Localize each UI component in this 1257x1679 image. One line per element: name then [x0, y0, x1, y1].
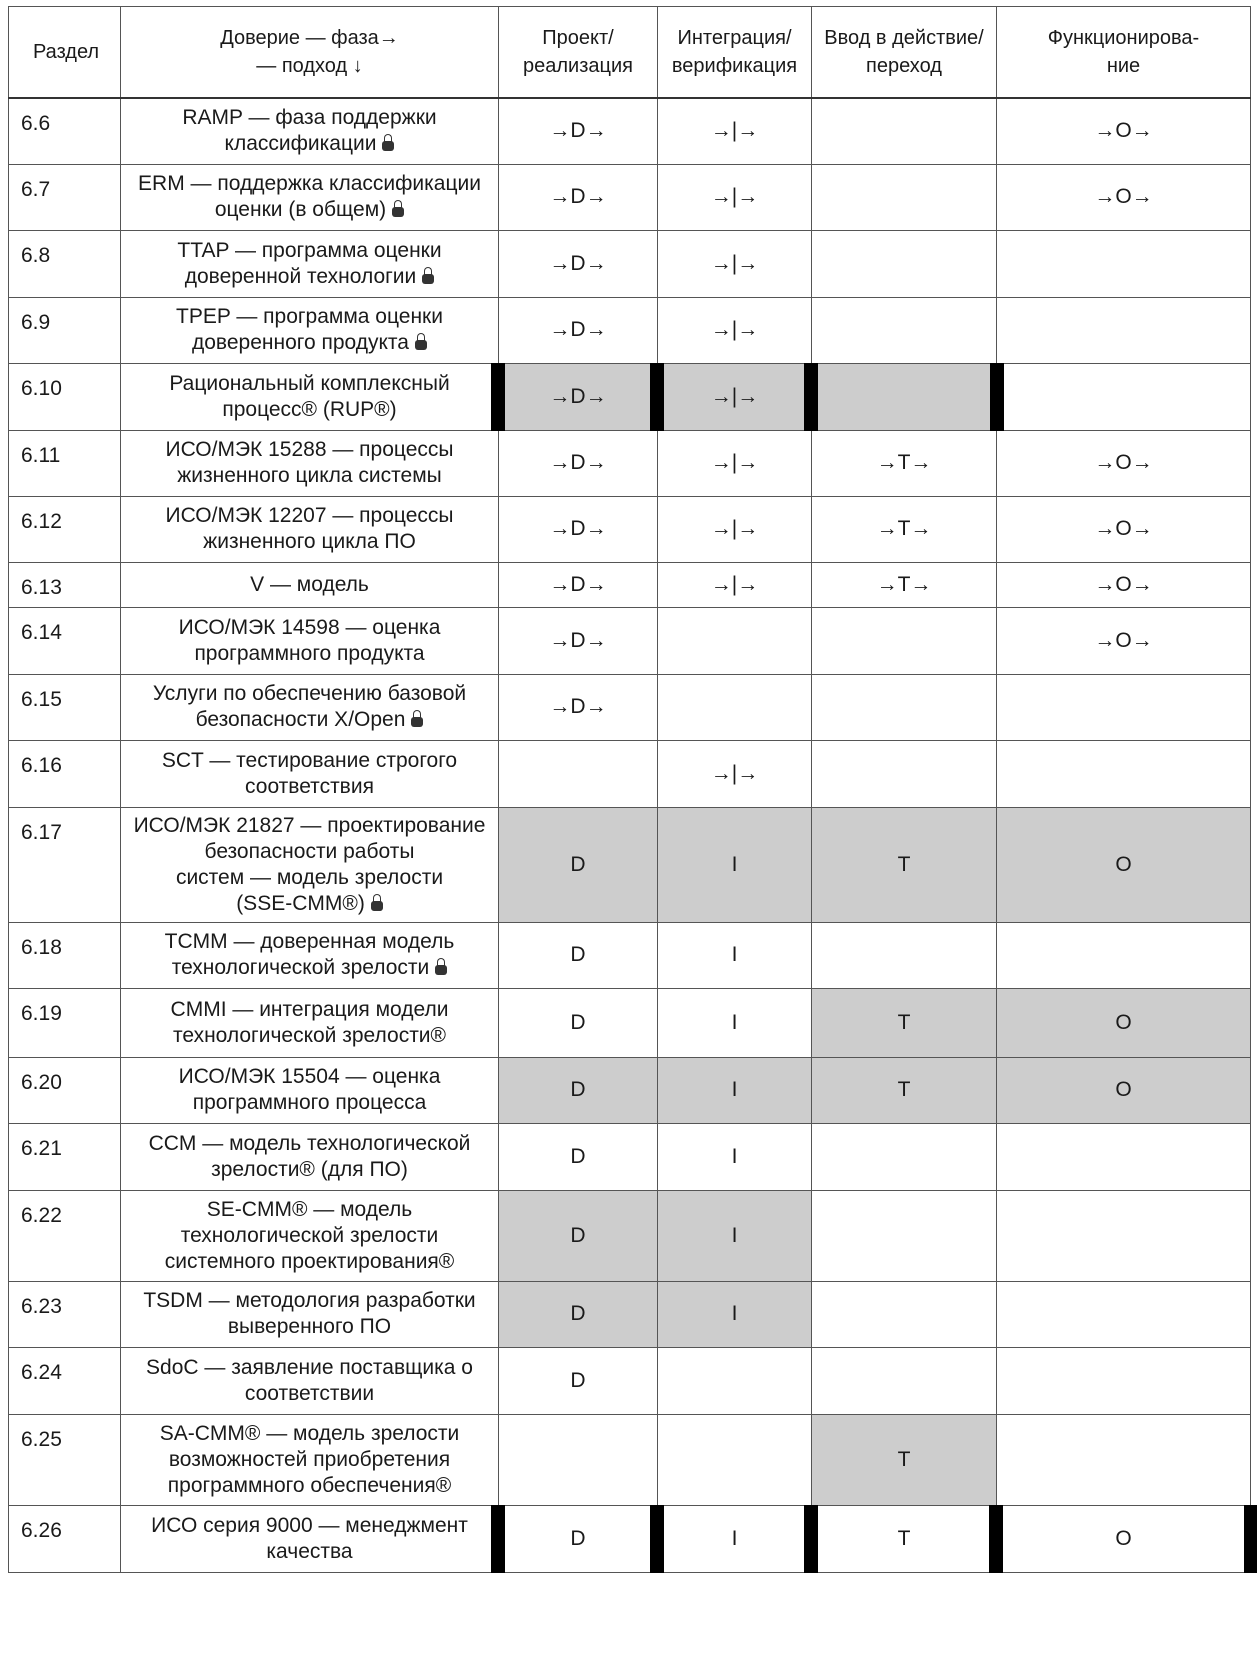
table-row — [9, 297, 1251, 363]
table-row — [9, 1347, 1251, 1414]
header-section-label: Раздел — [33, 41, 100, 63]
row-section-number: 6.16 — [9, 740, 121, 807]
approach-line — [127, 1064, 492, 1090]
cell-design: D — [499, 807, 658, 922]
lock-icon — [382, 134, 394, 152]
approach-text: ИСО/МЭК 14598 — оценка — [178, 615, 441, 639]
cell-transition — [812, 1347, 997, 1414]
cell-operation: O — [997, 988, 1251, 1057]
approach-line — [127, 1023, 492, 1049]
approach-text: Услуги по обеспечению базовой — [152, 682, 467, 705]
approach-line — [127, 1090, 492, 1116]
row-approach — [121, 807, 499, 922]
approach-text: ИСО/МЭК 21827 — проектирование — [133, 813, 486, 837]
cell-operation: O — [997, 1057, 1251, 1123]
table-row — [9, 1414, 1251, 1505]
approach-line — [127, 955, 492, 981]
cell-design: D — [499, 988, 658, 1057]
row-section-number: 6.23 — [9, 1281, 121, 1347]
table-row — [9, 740, 1251, 807]
cell-design: →D→ — [499, 607, 658, 674]
cell-transition — [812, 674, 997, 740]
approach-line — [127, 1473, 492, 1499]
row-section-number: 6.21 — [9, 1123, 121, 1190]
cell-design: →D→ — [499, 674, 658, 740]
table-row — [9, 496, 1251, 562]
approach-text: выверенного ПО — [227, 1315, 392, 1338]
cell-transition — [812, 98, 997, 164]
cell-transition: T — [812, 1414, 997, 1505]
cell-transition — [812, 164, 997, 230]
approach-line — [127, 330, 492, 356]
cell-transition — [812, 1123, 997, 1190]
lock-icon — [411, 710, 423, 728]
cell-operation: →O→ — [997, 496, 1251, 562]
approach-text: ИСО/МЭК 15504 — оценка — [178, 1065, 441, 1088]
cell-operation — [997, 922, 1251, 988]
approach-text: качества — [266, 1539, 353, 1563]
approach-text: ИСО серия 9000 — менеджмент — [151, 1513, 468, 1537]
cell-transition: T — [812, 1505, 997, 1572]
cell-design: →D→ — [499, 562, 658, 607]
row-approach — [121, 1505, 499, 1572]
approach-line — [127, 105, 492, 131]
row-approach — [121, 607, 499, 674]
cell-operation: →O→ — [997, 430, 1251, 496]
header-row — [9, 7, 1251, 99]
header-approach-line2: — подход ↓ — [256, 55, 363, 77]
approach-line — [127, 1513, 492, 1539]
table-row — [9, 230, 1251, 297]
table-row — [9, 1505, 1251, 1572]
header-transition-line1: Ввод в действие/ — [824, 27, 984, 49]
approach-line — [127, 813, 492, 839]
cell-operation — [997, 1190, 1251, 1281]
approach-text: Рациональный комплексный — [169, 371, 450, 395]
approach-text: оценки (в общем) — [214, 198, 387, 221]
approach-text: зрелости® (для ПО) — [211, 1157, 408, 1181]
cell-transition — [812, 1281, 997, 1347]
cell-transition — [812, 607, 997, 674]
header-transition-line2: переход — [866, 55, 942, 77]
cell-transition: →T→ — [812, 430, 997, 496]
cell-design: D — [499, 1123, 658, 1190]
header-design — [499, 7, 658, 99]
cell-operation: →O→ — [997, 562, 1251, 607]
approach-text: SdoC — заявление поставщика о — [146, 1355, 473, 1379]
approach-line — [127, 397, 492, 423]
table-row — [9, 164, 1251, 230]
approach-text: жизненного цикла ПО — [203, 530, 416, 553]
cell-integration — [658, 607, 812, 674]
row-section-number: 6.22 — [9, 1190, 121, 1281]
header-approach — [121, 7, 499, 99]
approach-line — [127, 1355, 492, 1381]
cell-integration: I — [658, 1190, 812, 1281]
approach-text: CMMI — интеграция модели — [170, 997, 449, 1021]
table-row — [9, 430, 1251, 496]
row-approach — [121, 674, 499, 740]
cell-operation — [997, 740, 1251, 807]
cell-operation: O — [997, 1505, 1251, 1572]
approach-line — [127, 572, 492, 598]
approach-text: технологической зрелости — [180, 1223, 439, 1247]
row-section-number: 6.6 — [9, 98, 121, 164]
approach-text: жизненного цикла системы — [177, 464, 442, 487]
row-section-number: 6.20 — [9, 1057, 121, 1123]
approach-text: систем — модель зрелости — [175, 865, 444, 889]
approach-text: соответствия — [245, 774, 374, 798]
approach-line — [127, 997, 492, 1023]
approach-line — [127, 891, 492, 917]
cell-design: D — [499, 1505, 658, 1572]
row-approach — [121, 1414, 499, 1505]
cell-design: D — [499, 1281, 658, 1347]
approach-line — [127, 264, 492, 290]
approach-line — [127, 1314, 492, 1340]
cell-operation — [997, 1347, 1251, 1414]
cell-design: D — [499, 1057, 658, 1123]
row-section-number: 6.18 — [9, 922, 121, 988]
cell-integration — [658, 1414, 812, 1505]
cell-transition — [812, 922, 997, 988]
row-approach — [121, 922, 499, 988]
approach-line — [127, 1131, 492, 1157]
header-integration-line2: верификация — [671, 55, 798, 77]
approach-line — [127, 774, 492, 800]
approach-line — [127, 1447, 492, 1473]
cell-operation — [997, 1414, 1251, 1505]
row-approach — [121, 1123, 499, 1190]
row-section-number: 6.17 — [9, 807, 121, 922]
cell-integration: →|→ — [658, 562, 812, 607]
header-design-line1: Проект/ — [542, 27, 614, 49]
row-approach — [121, 98, 499, 164]
table-row — [9, 1057, 1251, 1123]
approach-line — [127, 1421, 492, 1447]
approach-text: программного процесса — [192, 1091, 427, 1114]
header-design-line2: реализация — [523, 55, 633, 77]
cell-integration: →|→ — [658, 297, 812, 363]
approach-text: ERM — поддержка классификации — [138, 172, 481, 195]
approach-text: ИСО/МЭК 12207 — процессы — [165, 504, 454, 527]
cell-operation — [997, 1281, 1251, 1347]
approach-line — [127, 839, 492, 865]
cell-integration: →|→ — [658, 98, 812, 164]
header-integration — [658, 7, 812, 99]
row-section-number: 6.19 — [9, 988, 121, 1057]
cell-transition — [812, 363, 997, 430]
approach-line — [127, 529, 492, 555]
cell-design — [499, 1414, 658, 1505]
row-section-number: 6.24 — [9, 1347, 121, 1414]
approach-line — [127, 238, 492, 264]
approach-text: доверенного продукта — [192, 331, 409, 354]
row-approach — [121, 363, 499, 430]
lock-icon — [371, 894, 383, 912]
row-section-number: 6.26 — [9, 1505, 121, 1572]
lock-icon — [392, 200, 404, 218]
table-row — [9, 807, 1251, 922]
approach-text: безопасности X/Open — [195, 708, 406, 731]
row-section-number: 6.9 — [9, 297, 121, 363]
approach-line — [127, 371, 492, 397]
table-row — [9, 922, 1251, 988]
approach-text: соответствии — [244, 1381, 375, 1405]
approach-line — [127, 171, 492, 197]
cell-design: →D→ — [499, 297, 658, 363]
header-section — [9, 7, 121, 99]
cell-integration — [658, 1347, 812, 1414]
table-row — [9, 607, 1251, 674]
cell-design — [499, 740, 658, 807]
approach-text: технологической зрелости — [171, 956, 430, 979]
table-row — [9, 988, 1251, 1057]
header-operation-line1: Функционирова- — [1047, 27, 1200, 49]
header-transition — [812, 7, 997, 99]
lock-icon — [415, 333, 427, 351]
row-approach — [121, 430, 499, 496]
cell-operation: O — [997, 807, 1251, 922]
cell-operation — [997, 1123, 1251, 1190]
cell-integration: →|→ — [658, 164, 812, 230]
lock-icon — [435, 958, 447, 976]
cell-integration: I — [658, 1123, 812, 1190]
row-approach — [121, 988, 499, 1057]
row-section-number: 6.15 — [9, 674, 121, 740]
row-approach — [121, 297, 499, 363]
approach-text: RAMP — фаза поддержки — [182, 106, 437, 130]
cell-design: →D→ — [499, 98, 658, 164]
approach-line — [127, 197, 492, 223]
cell-operation — [997, 230, 1251, 297]
cell-design: D — [499, 1347, 658, 1414]
row-section-number: 6.8 — [9, 230, 121, 297]
cell-operation — [997, 674, 1251, 740]
approach-text: системного проектирования® — [164, 1249, 455, 1273]
approach-line — [127, 1381, 492, 1407]
cell-transition: T — [812, 988, 997, 1057]
table-row — [9, 363, 1251, 430]
approach-line — [127, 1157, 492, 1183]
row-approach — [121, 1057, 499, 1123]
approach-text: SCT — тестирование строгого — [161, 748, 458, 772]
row-section-number: 6.13 — [9, 562, 121, 607]
cell-transition — [812, 740, 997, 807]
approach-line — [127, 1197, 492, 1223]
approach-line — [127, 641, 492, 667]
approach-text: (SSE-CMM®) — [236, 891, 365, 915]
cell-operation: →O→ — [997, 98, 1251, 164]
approach-text: TSDM — методология разработки — [143, 1289, 476, 1312]
approach-line — [127, 1249, 492, 1275]
table-row — [9, 674, 1251, 740]
approach-text: V — модель — [250, 572, 369, 596]
table-row — [9, 1190, 1251, 1281]
row-approach — [121, 496, 499, 562]
cell-transition: →T→ — [812, 496, 997, 562]
row-approach — [121, 1281, 499, 1347]
cell-design: →D→ — [499, 230, 658, 297]
cell-integration: →|→ — [658, 363, 812, 430]
approach-line — [127, 304, 492, 330]
cell-integration: I — [658, 1057, 812, 1123]
table-row — [9, 562, 1251, 607]
row-section-number: 6.10 — [9, 363, 121, 430]
cell-transition: T — [812, 807, 997, 922]
approach-line — [127, 748, 492, 774]
row-approach — [121, 740, 499, 807]
approach-text: TPEP — программа оценки — [176, 305, 443, 328]
cell-integration — [658, 674, 812, 740]
row-approach — [121, 164, 499, 230]
cell-design: →D→ — [499, 496, 658, 562]
row-approach — [121, 230, 499, 297]
cell-integration: →|→ — [658, 496, 812, 562]
table-row — [9, 1281, 1251, 1347]
cell-operation: →O→ — [997, 607, 1251, 674]
approach-text: программного продукта — [194, 641, 425, 665]
cell-operation — [997, 363, 1251, 430]
cell-transition: →T→ — [812, 562, 997, 607]
approach-line — [127, 929, 492, 955]
approach-line — [127, 1223, 492, 1249]
approach-line — [127, 1288, 492, 1314]
cell-integration: I — [658, 1505, 812, 1572]
approach-line — [127, 615, 492, 641]
table-row — [9, 1123, 1251, 1190]
row-section-number: 6.14 — [9, 607, 121, 674]
cell-integration: I — [658, 807, 812, 922]
approach-text: безопасности работы — [204, 839, 415, 863]
cell-design: D — [499, 922, 658, 988]
approach-line — [127, 1539, 492, 1565]
row-section-number: 6.12 — [9, 496, 121, 562]
table-row — [9, 98, 1251, 164]
approach-text: программного обеспечения® — [167, 1473, 452, 1497]
cell-operation: →O→ — [997, 164, 1251, 230]
cell-integration: I — [658, 922, 812, 988]
table-body — [9, 98, 1251, 1572]
approach-text: технологической зрелости® — [172, 1023, 447, 1047]
cell-integration: →|→ — [658, 740, 812, 807]
cell-operation — [997, 297, 1251, 363]
header-operation — [997, 7, 1251, 99]
cell-design: →D→ — [499, 363, 658, 430]
approach-line — [127, 131, 492, 157]
cell-design: →D→ — [499, 164, 658, 230]
cell-transition — [812, 230, 997, 297]
approach-text: TCMM — доверенная модель — [164, 930, 455, 953]
header-integration-line1: Интеграция/ — [677, 27, 792, 49]
approach-line — [127, 437, 492, 463]
approach-line — [127, 463, 492, 489]
approach-line — [127, 707, 492, 733]
row-section-number: 6.25 — [9, 1414, 121, 1505]
approach-text: CCM — модель технологической — [148, 1131, 471, 1155]
approach-line — [127, 681, 492, 707]
row-section-number: 6.7 — [9, 164, 121, 230]
cell-integration: I — [658, 1281, 812, 1347]
cell-transition: T — [812, 1057, 997, 1123]
approach-text: процесс® (RUP®) — [222, 397, 397, 421]
header-approach-line1: Доверие — фаза→ — [220, 27, 399, 49]
approach-text: доверенной технологии — [184, 264, 417, 288]
header-operation-line2: ние — [1106, 55, 1141, 77]
cell-design: →D→ — [499, 430, 658, 496]
row-approach — [121, 562, 499, 607]
cell-integration: →|→ — [658, 430, 812, 496]
approach-text: SA-CMM® — модель зрелости — [159, 1421, 460, 1445]
approach-line — [127, 503, 492, 529]
assurance-phase-table — [8, 6, 1251, 1573]
cell-integration: →|→ — [658, 230, 812, 297]
cell-design: D — [499, 1190, 658, 1281]
approach-text: TTAP — программа оценки — [177, 238, 442, 262]
approach-text: классификации — [224, 132, 377, 156]
cell-transition — [812, 1190, 997, 1281]
row-approach — [121, 1347, 499, 1414]
cell-transition — [812, 297, 997, 363]
lock-icon — [422, 267, 434, 285]
cell-integration: I — [658, 988, 812, 1057]
approach-text: SE-CMM® — модель — [206, 1197, 413, 1221]
approach-text: ИСО/МЭК 15288 — процессы — [165, 438, 454, 461]
approach-line — [127, 865, 492, 891]
approach-text: возможностей приобретения — [168, 1447, 451, 1471]
row-section-number: 6.11 — [9, 430, 121, 496]
row-approach — [121, 1190, 499, 1281]
